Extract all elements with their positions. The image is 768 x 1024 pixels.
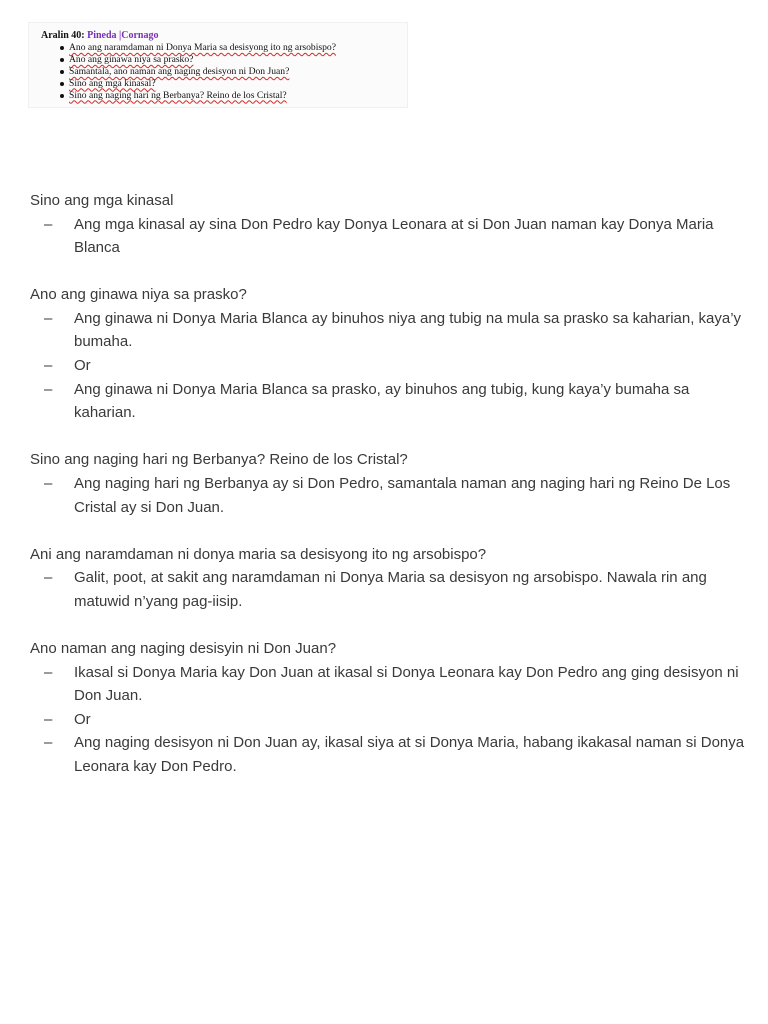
question-heading: Sino ang mga kinasal (30, 192, 174, 209)
answer-text: Or (74, 710, 91, 728)
snippet-question: Ano ang ginawa niya sa prasko? (69, 54, 407, 66)
dash-bullet: – (44, 215, 53, 233)
qa-section (30, 448, 745, 519)
answer-list (30, 213, 745, 260)
dash-bullet: – (44, 380, 53, 398)
dash-bullet: – (44, 569, 53, 587)
dash-bullet: – (44, 474, 53, 492)
answer-item (30, 731, 745, 778)
dash-bullet: – (44, 710, 53, 728)
authors-label: Pineda |Cornago (87, 30, 159, 41)
answer-notes (30, 189, 745, 802)
answer-list (30, 566, 745, 613)
answer-text: Ang naging desisyon ni Don Juan ay, ikasal siya at si Donya Maria, habang ikakasal naman si Donya Leonara kay Don Pedro. (74, 734, 745, 775)
assignment-snippet-image (28, 22, 408, 108)
answer-text: Or (74, 357, 91, 375)
answer-list (30, 661, 745, 779)
question-heading: Sino ang naging hari ng Berbanya? Reino de los Cristal? (30, 451, 408, 469)
question-heading: Ano ang ginawa niya sa prasko? (30, 286, 247, 304)
qa-section (30, 283, 745, 425)
lesson-label: Aralin 40: (41, 30, 88, 41)
snippet-question: Sino ang mga kinasal? (69, 78, 407, 90)
answer-item (30, 354, 745, 378)
answer-item (30, 472, 745, 519)
answer-item (30, 661, 745, 708)
qa-section (30, 637, 745, 779)
question-heading: Ani ang naramdaman ni donya maria sa desisyong ito ng arsobispo? (30, 545, 487, 563)
dash-bullet: – (44, 357, 53, 375)
dash-bullet: – (44, 663, 53, 681)
answer-item (30, 378, 745, 425)
answer-item (30, 213, 745, 260)
qa-section (30, 543, 745, 614)
answer-item (30, 307, 745, 354)
answer-text: Galit, poot, at sakit ang naramdaman ni Donya Maria sa desisyon ng arsobispo. Nawala rin ang matuwid n’yang pag-iisip. (74, 569, 707, 610)
snippet-question: Sino ang naging hari ng Berbanya? Reino de los Cristal? (69, 90, 407, 102)
question-heading: Ano naman ang naging desisyin ni Don Juan? (30, 639, 337, 657)
answer-item (30, 708, 745, 732)
snippet-title (41, 30, 407, 42)
snippet-question: Samantala, ano naman ang naging desisyon ni Don Juan? (69, 66, 407, 78)
answer-text: Ang mga kinasal ay sina Don Pedro kay Donya Leonara at si Don Juan naman kay Donya Maria Blanca (74, 215, 714, 257)
answer-text: Ikasal si Donya Maria kay Don Juan at ikasal si Donya Leonara kay Don Pedro ang ging desisyon ni Don Juan. (74, 663, 739, 705)
answer-text: Ang ginawa ni Donya Maria Blanca sa prasko, ay binuhos ang tubig, kung kaya’y bumaha sa kaharian. (74, 380, 690, 422)
answer-list (30, 307, 745, 425)
answer-item (30, 566, 745, 613)
snippet-question-list (41, 42, 407, 102)
dash-bullet: – (44, 309, 53, 327)
snippet-question: Ano ang naramdaman ni Donya Maria sa desisyong ito ng arsobispo? (69, 42, 407, 54)
dash-bullet: – (44, 734, 53, 752)
answer-text: Ang ginawa ni Donya Maria Blanca ay binuhos niya ang tubig na mula sa prasko sa kaharian, kaya’y bumaha. (74, 309, 742, 351)
qa-section (30, 189, 745, 260)
answer-list (30, 472, 745, 519)
answer-text: Ang naging hari ng Berbanya ay si Don Pedro, samantala naman ang naging hari ng Reino De Los Cristal ay si Don Juan. (74, 474, 731, 516)
